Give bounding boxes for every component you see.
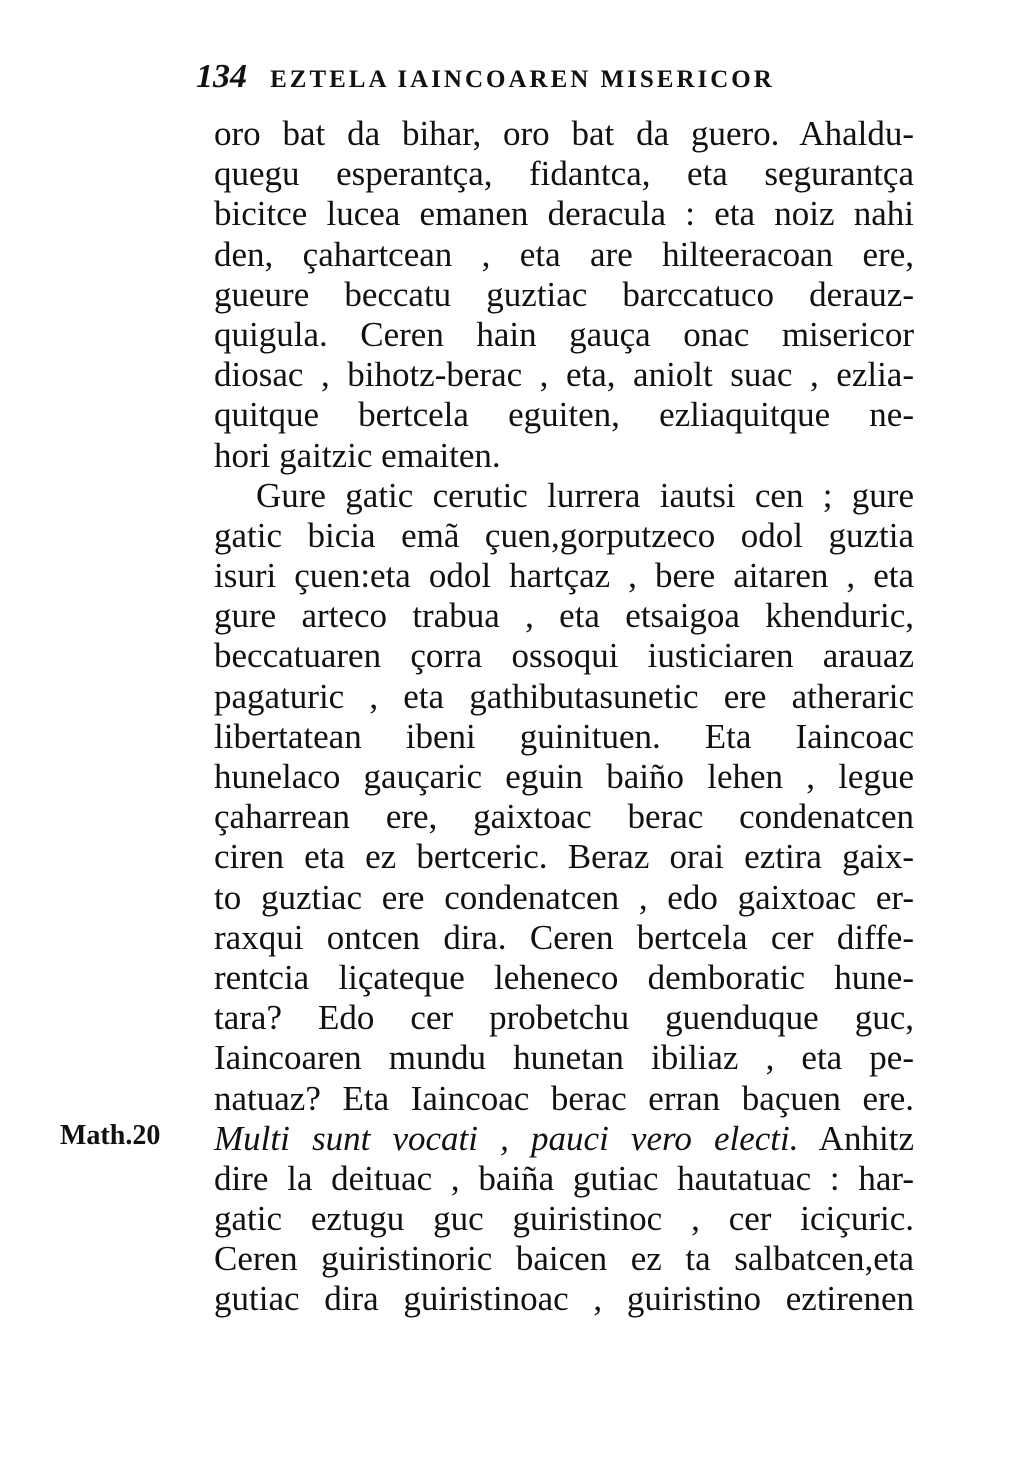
text-line: libertatean ibeni guinituen. Eta Iaincoac — [214, 716, 914, 756]
text-line: hunelaco gauçaric eguin baiño lehen , legue — [214, 757, 914, 796]
text-line: to guztiac ere condenatcen , edo gaixtoac er- — [214, 877, 914, 917]
page-number: 134 — [196, 58, 247, 95]
margin-note-reference: Math.20 — [60, 1120, 161, 1151]
text-line: pagaturic , eta gathibutasunetic ere atheraric — [214, 676, 914, 716]
text-line: beccatuaren çorra ossoqui iusticiaren arauaz — [214, 636, 914, 676]
text-line: çaharrean ere, gaixtoac berac condenatcen — [214, 797, 914, 837]
quote-continuation: Anhitz — [818, 1118, 914, 1158]
text-line: oro bat da bihar, oro bat da guero. Ahaldu- — [214, 114, 914, 153]
text-line: diosac , bihotz-berac , eta, aniolt suac , ezlia- — [214, 355, 914, 395]
text-line: natuaz? Eta Iaincoac berac erran baçuen ere. — [214, 1078, 914, 1118]
text-line: den, çahartcean , eta are hilteeracoan ere, — [214, 234, 914, 274]
body-text — [214, 114, 914, 1320]
text-line: quegu esperantça, fidantca, eta segurantça — [214, 154, 914, 194]
text-line: bicitce lucea emanen deracula : eta noiz nahi — [214, 194, 914, 234]
text-line: rentcia liçateque leheneco demboratic hune- — [214, 957, 914, 997]
text-line: gatic bicia emã çuen,gorputzeco odol guztia — [214, 515, 914, 555]
text-line: Gure gatic cerutic lurrera iautsi cen ; gure — [256, 475, 914, 515]
text-line: hori gaitzic emaiten. — [214, 435, 501, 475]
text-line: gueure beccatu guztiac barccatuco derauz- — [214, 274, 914, 314]
text-line: isuri çuen:eta odol hartçaz , bere aitaren , eta — [214, 556, 914, 596]
text-line: ciren eta ez bertceric. Beraz orai eztira gaix- — [214, 837, 914, 877]
text-line-with-quote — [214, 1119, 914, 1159]
text-line: tara? Edo cer probetchu guenduque guc, — [214, 998, 914, 1038]
latin-quotation: Multi sunt vocati , pauci vero electi. — [214, 1118, 799, 1158]
text-line: gure arteco trabua , eta etsaigoa khenduric, — [214, 596, 914, 636]
text-line: gatic eztugu guc guiristinoc , cer iciçuric. — [214, 1199, 914, 1239]
text-line: quitque bertcela eguiten, ezliaquitque ne- — [214, 395, 914, 435]
text-line: Iaincoaren mundu hunetan ibiliaz , eta pe- — [214, 1038, 914, 1078]
running-head — [196, 58, 916, 98]
text-line: dire la deituac , baiña gutiac hautatuac : har- — [214, 1158, 914, 1198]
text-line: raxqui ontcen dira. Ceren bertcela cer diffe- — [214, 917, 914, 957]
text-line: gutiac dira guiristinoac , guiristino eztirenen — [214, 1279, 914, 1319]
text-line: Ceren guiristinoric baicen ez ta salbatcen,eta — [214, 1239, 914, 1279]
text-line: quigula. Ceren hain gauça onac misericor — [214, 314, 914, 354]
running-title: EZTELA IAINCOAREN MISERICOR — [270, 66, 775, 93]
